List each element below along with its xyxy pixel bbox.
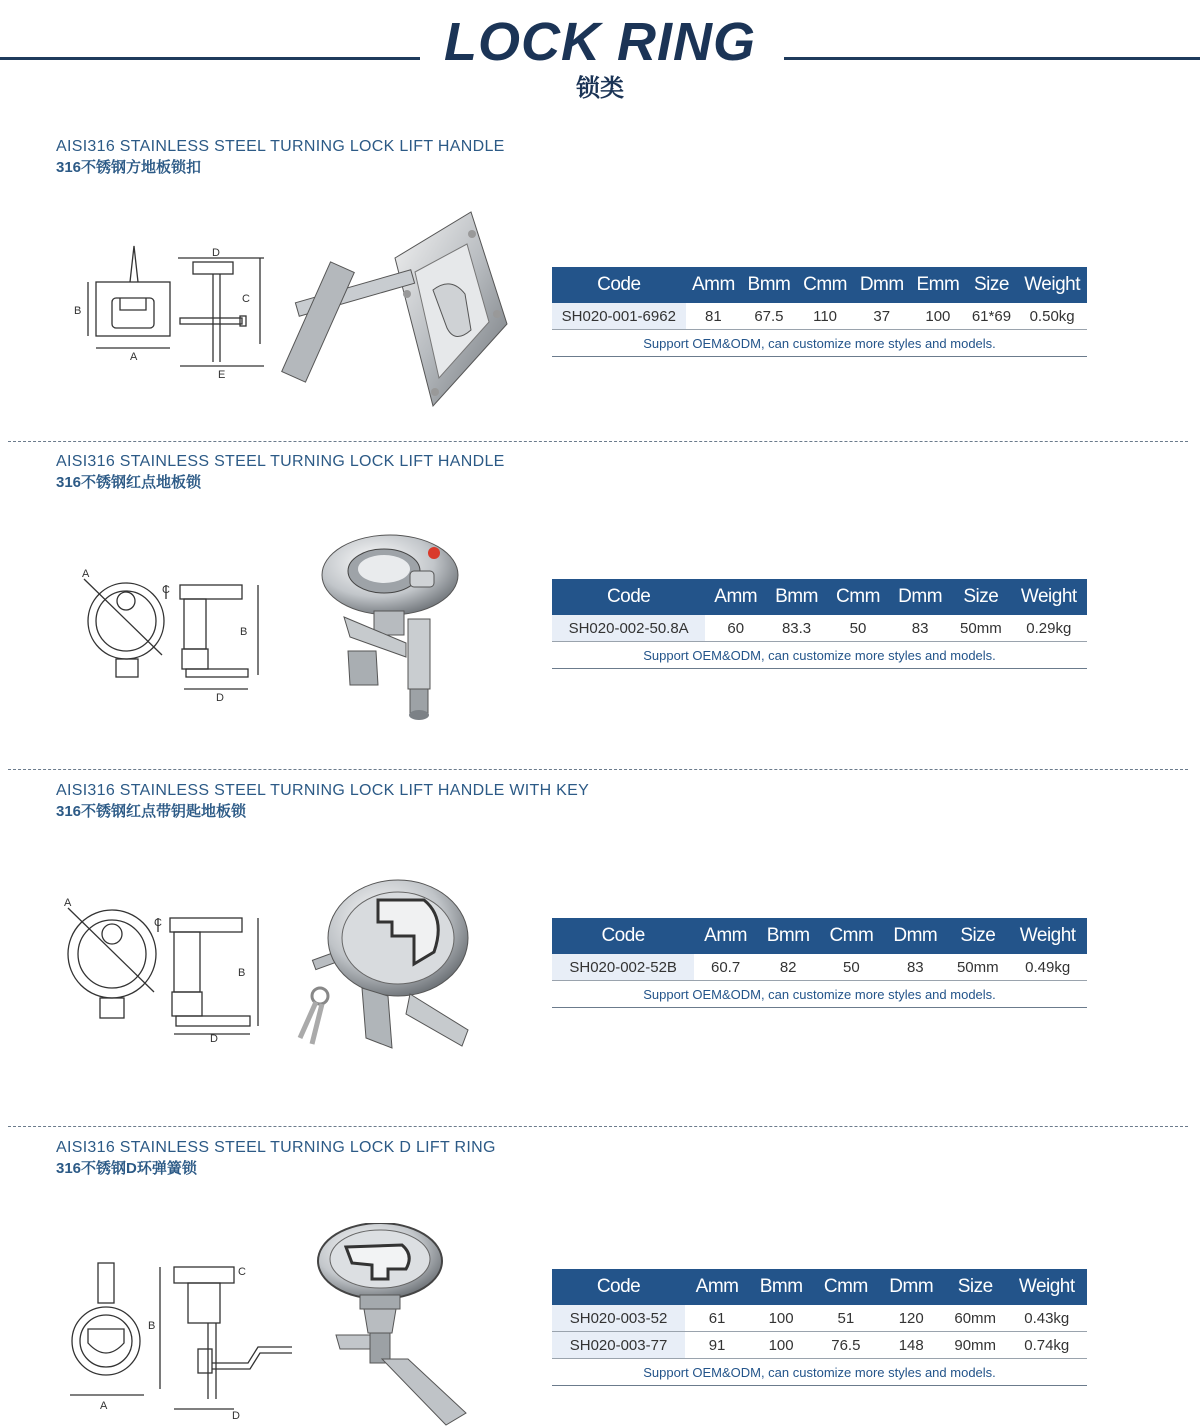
table-cell: 0.74kg <box>1007 1332 1087 1359</box>
table-cell: 148 <box>879 1332 944 1359</box>
column-header: Dmm <box>879 1269 944 1305</box>
table-cell: 50 <box>827 615 889 642</box>
section-divider <box>8 769 1188 770</box>
spec-table <box>552 1269 1087 1386</box>
dim-label-d: D <box>212 247 220 259</box>
column-header: Cmm <box>827 579 889 615</box>
product-code: SH020-002-52B <box>552 954 694 981</box>
product-code: SH020-003-77 <box>552 1332 685 1359</box>
product-section-2 <box>0 453 1200 765</box>
section-title-cn: 316不锈钢方地板锁扣 <box>56 159 202 176</box>
section-title-en: AISI316 STAINLESS STEEL TURNING LOCK LIFT HANDLE WITH KEY <box>56 782 590 799</box>
table-cell: 60 <box>705 615 766 642</box>
column-header: Weight <box>1011 579 1087 615</box>
column-header: Weight <box>1008 918 1087 954</box>
dim-label-c: C <box>242 293 250 305</box>
section-divider <box>8 441 1188 442</box>
product-section-3 <box>0 782 1200 1122</box>
table-cell: 0.49kg <box>1008 954 1087 981</box>
column-header: Size <box>944 1269 1007 1305</box>
column-header: Bmm <box>766 579 827 615</box>
table-cell: 0.50kg <box>1017 303 1087 330</box>
column-header: Code <box>552 579 705 615</box>
table-cell: 37 <box>853 303 910 330</box>
table-cell: 100 <box>910 303 966 330</box>
column-header: Size <box>966 267 1018 303</box>
table-header-row <box>552 918 1087 954</box>
table-header-row <box>552 579 1087 615</box>
column-header: Code <box>552 918 694 954</box>
column-header: Size <box>951 579 1010 615</box>
table-cell: 61 <box>685 1305 749 1332</box>
table-cell: 51 <box>813 1305 878 1332</box>
table-cell: 50mm <box>951 615 1010 642</box>
column-header: Weight <box>1007 1269 1087 1305</box>
table-cell: 82 <box>757 954 820 981</box>
section-title-cn: 316不锈钢红点地板锁 <box>56 474 202 491</box>
column-header: Weight <box>1017 267 1087 303</box>
product-photo <box>282 878 482 1068</box>
table-cell: 50mm <box>947 954 1008 981</box>
column-header: Emm <box>910 267 966 303</box>
dim-label-b: B <box>74 305 82 317</box>
page-subtitle: 锁类 <box>576 75 624 102</box>
dim-label-d: D <box>210 1033 218 1042</box>
column-header: Cmm <box>813 1269 878 1305</box>
column-header: Amm <box>694 918 757 954</box>
table-cell: 0.43kg <box>1007 1305 1087 1332</box>
table-header-row <box>552 1269 1087 1305</box>
technical-drawing <box>68 238 273 378</box>
product-photo <box>275 210 515 410</box>
spec-table <box>552 579 1087 669</box>
column-header: Amm <box>705 579 766 615</box>
dim-label-b: B <box>238 967 246 979</box>
dim-label-b: B <box>148 1320 156 1332</box>
table-cell: 81 <box>686 303 742 330</box>
column-header: Cmm <box>797 267 854 303</box>
column-header: Dmm <box>853 267 910 303</box>
oem-note: Support OEM&ODM, can customize more styles and models. <box>552 330 1087 357</box>
technical-drawing <box>70 1259 300 1419</box>
column-header: Size <box>947 918 1008 954</box>
column-header: Amm <box>686 267 742 303</box>
product-photo <box>320 533 470 723</box>
table-cell: 83 <box>883 954 947 981</box>
dim-label-b: B <box>240 626 248 638</box>
column-header: Bmm <box>741 267 797 303</box>
table-row <box>552 1305 1087 1332</box>
table-cell: 100 <box>749 1305 813 1332</box>
column-header: Cmm <box>819 918 883 954</box>
table-row <box>552 615 1087 642</box>
column-header: Bmm <box>749 1269 813 1305</box>
table-cell: 90mm <box>944 1332 1007 1359</box>
column-header: Amm <box>685 1269 749 1305</box>
table-row <box>552 1332 1087 1359</box>
product-code: SH020-002-50.8A <box>552 615 705 642</box>
table-cell: 83.3 <box>766 615 827 642</box>
table-row <box>552 954 1087 981</box>
dim-label-a: A <box>82 568 90 580</box>
dim-label-e: E <box>218 369 226 378</box>
dim-label-d: D <box>232 1410 240 1419</box>
dim-label-d: D <box>216 692 224 703</box>
product-code: SH020-003-52 <box>552 1305 685 1332</box>
product-section-1 <box>0 138 1200 438</box>
table-header-row <box>552 267 1087 303</box>
product-section-4 <box>0 1139 1200 1428</box>
oem-note: Support OEM&ODM, can customize more styles and models. <box>552 642 1087 669</box>
table-cell: 91 <box>685 1332 749 1359</box>
product-code: SH020-001-6962 <box>552 303 686 330</box>
section-title-en: AISI316 STAINLESS STEEL TURNING LOCK D LIFT RING <box>56 1139 496 1156</box>
dim-label-c: C <box>154 917 162 929</box>
table-cell: 0.29kg <box>1011 615 1087 642</box>
table-cell: 120 <box>879 1305 944 1332</box>
dim-label-a: A <box>130 351 138 363</box>
technical-drawing <box>50 892 270 1042</box>
dim-label-a: A <box>64 897 72 909</box>
oem-note: Support OEM&ODM, can customize more styles and models. <box>552 1359 1087 1386</box>
table-cell: 76.5 <box>813 1332 878 1359</box>
product-photo <box>316 1223 506 1428</box>
column-header: Code <box>552 267 686 303</box>
oem-note: Support OEM&ODM, can customize more styles and models. <box>552 981 1087 1008</box>
spec-table <box>552 918 1087 1008</box>
dim-label-c: C <box>238 1266 246 1278</box>
page-title: LOCK RING <box>444 12 756 72</box>
dim-label-c: C <box>162 584 170 596</box>
table-cell: 83 <box>889 615 951 642</box>
section-title-cn: 316不锈钢D环弹簧锁 <box>56 1160 197 1177</box>
table-cell: 67.5 <box>741 303 797 330</box>
table-cell: 100 <box>749 1332 813 1359</box>
column-header: Code <box>552 1269 685 1305</box>
technical-drawing <box>66 563 276 703</box>
table-cell: 60mm <box>944 1305 1007 1332</box>
table-row <box>552 303 1087 330</box>
section-divider <box>8 1126 1188 1127</box>
table-cell: 60.7 <box>694 954 757 981</box>
spec-table <box>552 267 1087 357</box>
table-cell: 110 <box>797 303 854 330</box>
section-title-cn: 316不锈钢红点带钥匙地板锁 <box>56 803 247 820</box>
section-title-en: AISI316 STAINLESS STEEL TURNING LOCK LIFT HANDLE <box>56 138 505 155</box>
dim-label-a: A <box>100 1400 108 1412</box>
column-header: Dmm <box>889 579 951 615</box>
table-cell: 61*69 <box>966 303 1018 330</box>
column-header: Bmm <box>757 918 820 954</box>
column-header: Dmm <box>883 918 947 954</box>
section-title-en: AISI316 STAINLESS STEEL TURNING LOCK LIFT HANDLE <box>56 453 505 470</box>
table-cell: 50 <box>819 954 883 981</box>
